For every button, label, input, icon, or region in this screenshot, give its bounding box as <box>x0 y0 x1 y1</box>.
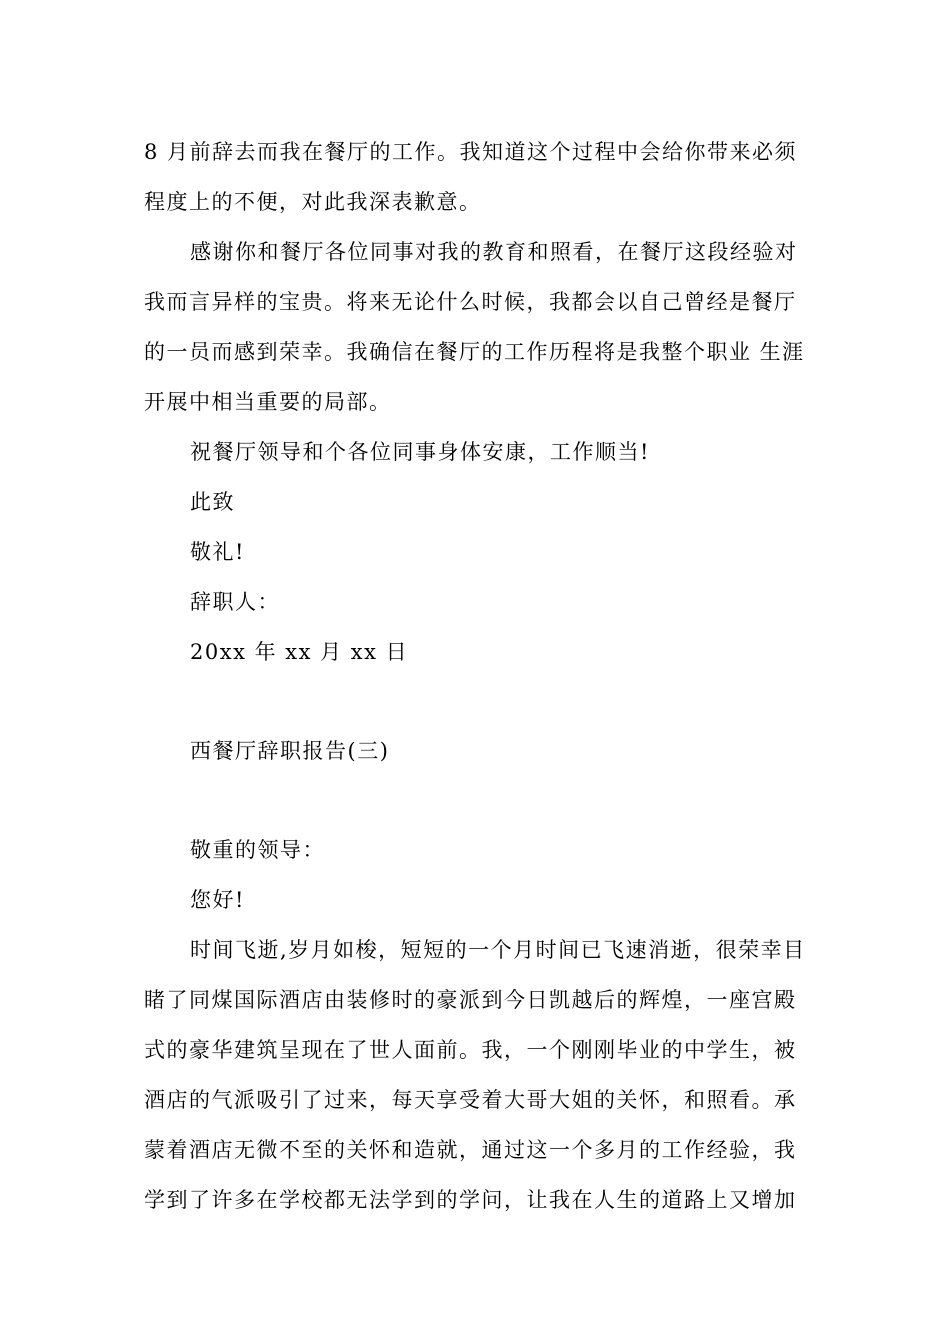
paragraph-line: 8 月前辞去而我在餐厅的工作。我知道这个过程中会给你带来必须 <box>144 140 798 164</box>
paragraph-line: 学到了许多在学校都无法学到的学问，让我在人生的道路上又增加 <box>144 1188 797 1212</box>
salutation-closing: 此致 <box>190 490 235 514</box>
paragraph-line: 时间飞逝,岁月如梭，短短的一个月时间已飞速消逝，很荣幸目 <box>190 938 806 962</box>
paragraph-line: 感谢你和餐厅各位同事对我的教育和照看，在餐厅这段经验对 <box>190 240 798 264</box>
paragraph-line: 酒店的气派吸引了过来，每天享受着大哥大姐的关怀，和照看。承 <box>144 1088 797 1112</box>
signature-label: 辞职人： <box>190 590 280 614</box>
salutation-regards: 敬礼! <box>190 540 245 564</box>
paragraph-line: 式的豪华建筑呈现在了世人面前。我，一个刚刚毕业的中学生，被 <box>144 1038 797 1062</box>
section-title: 西餐厅辞职报告(三) <box>190 739 390 763</box>
greeting-recipient: 敬重的领导： <box>190 838 325 862</box>
paragraph-line: 程度上的不便，对此我深表歉意。 <box>144 190 482 214</box>
paragraph-line: 我而言异样的宝贵。将来无论什么时候，我都会以自己曾经是餐厅 <box>144 290 797 314</box>
paragraph-line: 开展中相当重要的局部。 <box>144 390 392 414</box>
greeting-hello: 您好! <box>190 888 245 912</box>
paragraph-line: 睹了同煤国际酒店由装修时的豪派到今日凯越后的辉煌，一座宫殿 <box>144 988 797 1012</box>
date-line: 20xx 年 xx 月 xx 日 <box>190 640 409 664</box>
paragraph-line: 蒙着酒店无微不至的关怀和造就，通过这一个多月的工作经验，我 <box>144 1138 797 1162</box>
paragraph-line: 的一员而感到荣幸。我确信在餐厅的工作历程将是我整个职业 生涯 <box>144 340 805 364</box>
closing-wish: 祝餐厅领导和个各位同事身体安康，工作顺当! <box>190 440 650 464</box>
